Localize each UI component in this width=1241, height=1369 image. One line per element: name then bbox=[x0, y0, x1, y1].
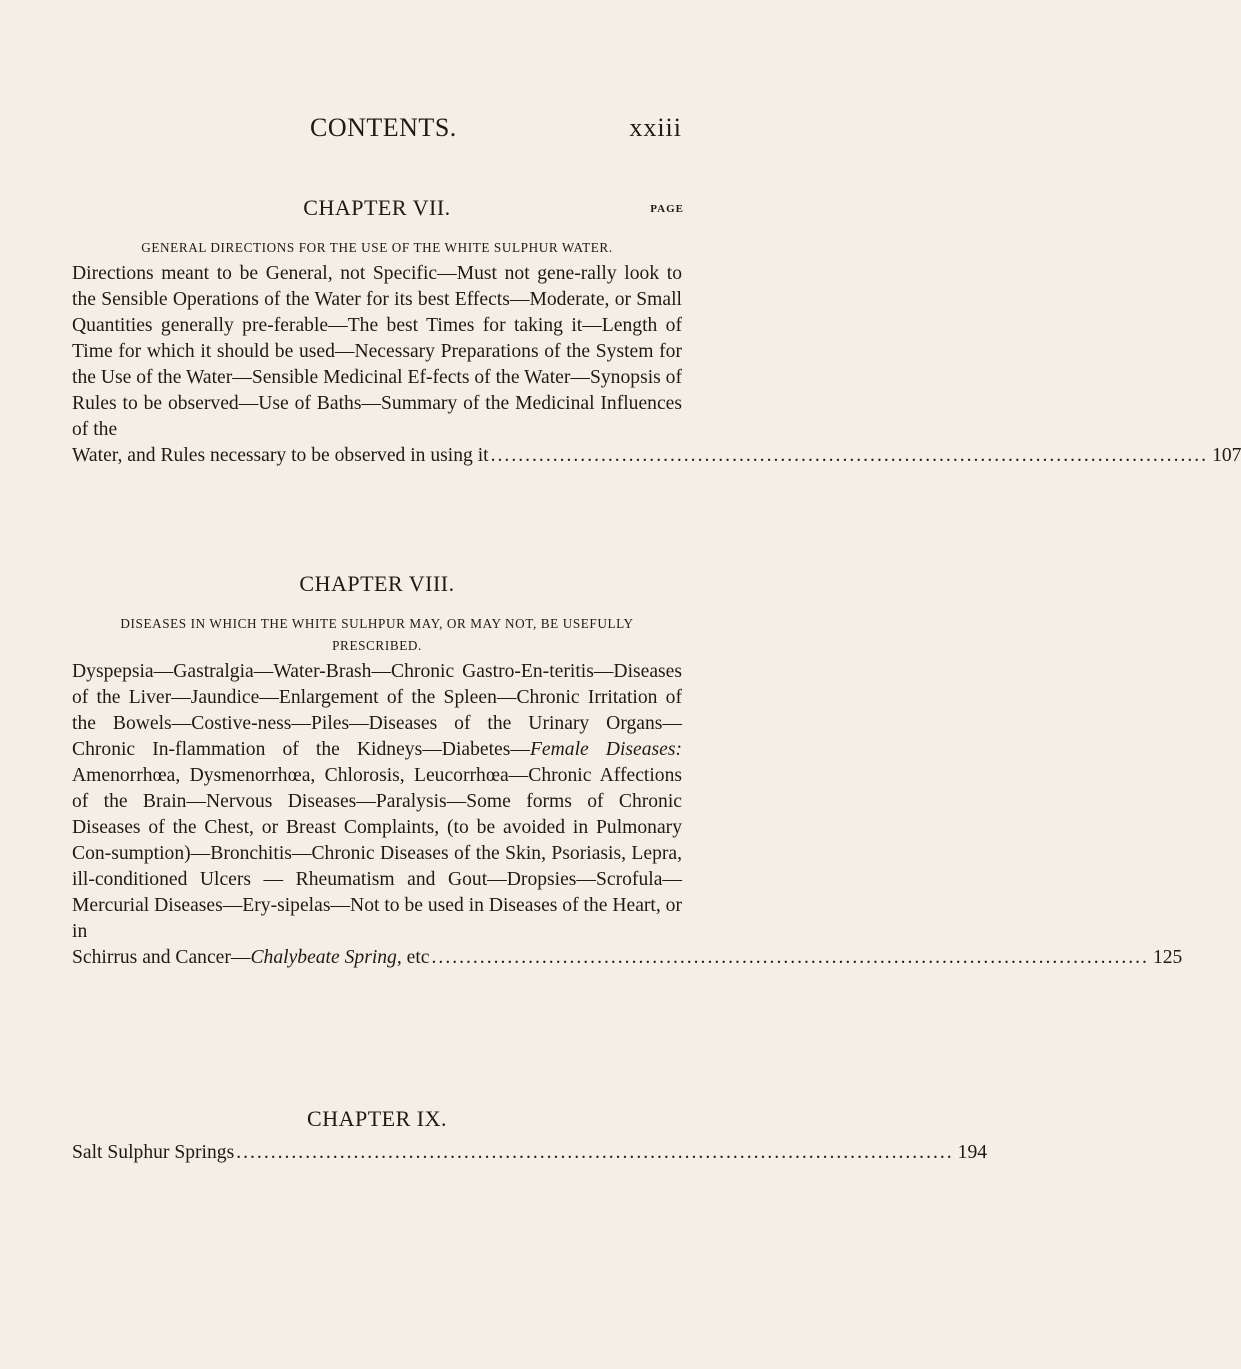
chapter-subtitle: DISEASES IN WHICH THE WHITE SULHPUR MAY, OR MAY NOT, BE USEFULLY PRESCRIBED. bbox=[120, 616, 634, 653]
chapter-page-number: 194 bbox=[957, 1142, 988, 1163]
chapter-summary-last-line bbox=[72, 945, 1183, 971]
chapter-summary-last-text: Schirrus and Cancer— bbox=[72, 947, 251, 968]
chapter-entry-line bbox=[72, 1140, 988, 1166]
chapter-vii bbox=[72, 195, 1241, 469]
chapter-summary-last-text: Water, and Rules necessary to be observed in using it bbox=[72, 445, 489, 466]
dot-leader: ........................................................................................................ bbox=[431, 947, 1149, 968]
chapter-page-number: 107 bbox=[1212, 445, 1241, 466]
chapter-heading-text: CHAPTER VIII. bbox=[299, 571, 455, 596]
dot-leader: ........................................................................................................ bbox=[490, 445, 1209, 466]
chapter-heading bbox=[72, 1106, 682, 1136]
chapter-heading bbox=[72, 571, 682, 601]
page-column-label: PAGE bbox=[650, 203, 684, 215]
chapter-subtitle: GENERAL DIRECTIONS FOR THE USE OF THE WHITE SULPHUR WATER. bbox=[141, 240, 613, 255]
chapter-summary-last-italic: Chalybeate Spring, bbox=[250, 947, 402, 968]
dot-leader: ........................................................................................................ bbox=[236, 1142, 954, 1163]
chapter-summary-last-end: etc bbox=[401, 947, 430, 968]
running-head-title: CONTENTS. bbox=[310, 113, 457, 142]
chapter-summary bbox=[72, 1140, 988, 1166]
chapter-ix bbox=[72, 1106, 988, 1166]
chapter-summary-italic: Female Diseases: bbox=[529, 739, 682, 760]
running-head bbox=[72, 113, 682, 153]
chapter-summary-last-line bbox=[72, 443, 1241, 469]
chapter-summary-text: Dyspepsia—Gastralgia—Water-Brash—Chronic Gastro-En-teritis—Diseases of the Liver—Jaundice—Enlargement of the Spleen—Chronic Irritation of the Bowels—Costive-ness—Piles—Diseases of the Urinary Organs—Chronic In-flammation of the Kidneys—Diabetes— bbox=[72, 661, 682, 760]
chapter-summary-text-rest: Amenorrhœa, Dysmenorrhœa, Chlorosis, Leucorrhœa—Chronic Affections of the Brain—Nervous Diseases—Paralysis—Some forms of Chronic Diseases of the Chest, or Breast Complaints, (to be avoided in Pulmonary Con-sumption)—Bronchitis—Chronic Diseases of the Skin, Psoriasis, Lepra, ill-conditioned Ulcers — Rheumatism and Gout—Dropsies—Scrofula—Mercurial Diseases—Ery-sipelas—Not to be used in Diseases of the Heart, or in bbox=[72, 765, 682, 942]
chapter-summary-text: Directions meant to be General, not Specific—Must not gene-rally look to the Sensible Operations of the Water for its best Effects—Moderate, or Small Quantities generally pre-ferable—The best Times for taking it—Length of Time for which it should be used—Necessary Preparations of the System for the Use of the Water—Sensible Medicinal Ef-fects of the Water—Synopsis of Rules to be observed—Use of Baths—Summary of the Medicinal Influences of the bbox=[72, 263, 682, 440]
chapter-heading-text: CHAPTER IX. bbox=[307, 1106, 447, 1131]
chapter-heading bbox=[72, 195, 682, 225]
chapter-heading-text: CHAPTER VII. bbox=[303, 195, 451, 220]
chapter-entry-text: Salt Sulphur Springs bbox=[72, 1142, 235, 1163]
chapter-summary bbox=[72, 659, 1183, 971]
chapter-summary bbox=[72, 261, 1241, 469]
running-head-page-number: xxiii bbox=[629, 113, 682, 142]
chapter-page-number: 125 bbox=[1152, 947, 1183, 968]
chapter-viii bbox=[72, 571, 1183, 971]
